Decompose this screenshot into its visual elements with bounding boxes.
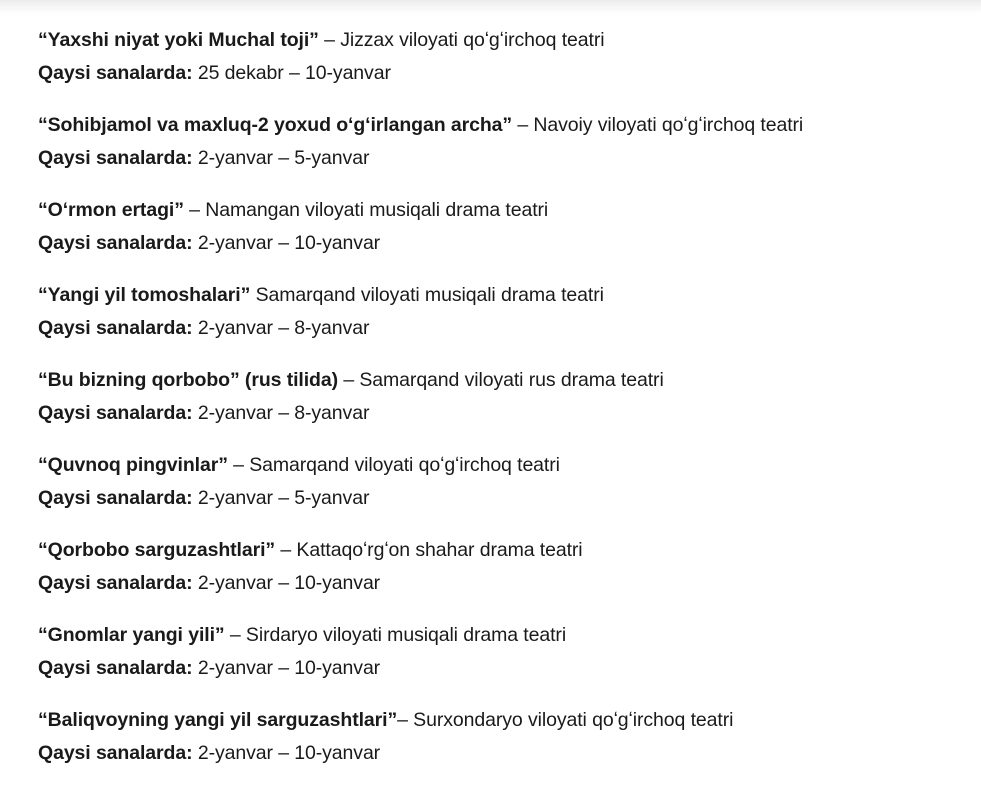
dates-line <box>38 142 968 175</box>
dates-value: 2-yanvar – 8-yanvar <box>192 402 370 424</box>
performance-venue: – Kattaqoʻrgʻon shahar drama teatri <box>275 539 583 561</box>
dates-label: Qaysi sanalarda: <box>38 147 193 169</box>
list-item <box>38 704 968 789</box>
performance-venue: – Samarqand viloyati qoʻgʻirchoq teatri <box>227 454 560 476</box>
dates-line <box>38 397 968 430</box>
dates-label: Qaysi sanalarda: <box>38 742 193 764</box>
list-item <box>38 364 968 449</box>
performance-title: “Yangi yil tomoshalari” <box>38 284 251 306</box>
list-item <box>38 194 968 279</box>
performance-venue: – Surxondaryo viloyati qoʻgʻirchoq teatri <box>397 709 734 731</box>
list-item <box>38 24 968 109</box>
performance-line <box>38 449 968 482</box>
dates-label: Qaysi sanalarda: <box>38 317 193 339</box>
performance-venue: Samarqand viloyati musiqali drama teatri <box>250 284 604 306</box>
dates-label: Qaysi sanalarda: <box>38 232 193 254</box>
dates-label: Qaysi sanalarda: <box>38 402 193 424</box>
performance-title: “Sohibjamol va maxluq-2 yoxud oʻgʻirlangan archa” <box>38 114 513 136</box>
list-item <box>38 109 968 194</box>
performance-title: “Baliqvoyning yangi yil sarguzashtlari” <box>38 709 398 731</box>
performance-line <box>38 619 968 652</box>
performance-venue: – Samarqand viloyati rus drama teatri <box>338 369 664 391</box>
list-item <box>38 279 968 364</box>
performance-title: “Qorbobo sarguzashtlari” <box>38 539 276 561</box>
performance-line <box>38 279 968 312</box>
dates-label: Qaysi sanalarda: <box>38 572 193 594</box>
performance-line <box>38 109 968 142</box>
performance-title: “Bu bizning qorbobo” (rus tilida) <box>38 369 338 391</box>
dates-value: 2-yanvar – 5-yanvar <box>192 487 370 509</box>
dates-value: 2-yanvar – 10-yanvar <box>192 232 381 254</box>
performance-title: “Oʻrmon ertagi” <box>38 199 184 221</box>
dates-line <box>38 312 968 345</box>
dates-line <box>38 482 968 515</box>
top-edge-shadow <box>0 0 981 14</box>
performance-line <box>38 364 968 397</box>
dates-line <box>38 567 968 600</box>
dates-line <box>38 227 968 260</box>
performance-line <box>38 194 968 227</box>
performance-line <box>38 534 968 567</box>
performance-line <box>38 704 968 737</box>
dates-line <box>38 652 968 685</box>
dates-line <box>38 57 968 90</box>
performance-list <box>38 24 968 789</box>
performance-venue: – Namangan viloyati musiqali drama teatri <box>183 199 549 221</box>
dates-label: Qaysi sanalarda: <box>38 657 193 679</box>
performance-title: “Quvnoq pingvinlar” <box>38 454 228 476</box>
performance-title: “Gnomlar yangi yili” <box>38 624 225 646</box>
dates-line <box>38 737 968 770</box>
dates-value: 25 dekabr – 10-yanvar <box>192 62 391 84</box>
performance-title: “Yaxshi niyat yoki Muchal toji” <box>38 29 319 51</box>
performance-venue: – Jizzax viloyati qoʻgʻirchoq teatri <box>318 29 605 51</box>
list-item <box>38 534 968 619</box>
performance-venue: – Sirdaryo viloyati musiqali drama teatri <box>224 624 567 646</box>
dates-value: 2-yanvar – 8-yanvar <box>192 317 370 339</box>
dates-value: 2-yanvar – 10-yanvar <box>192 657 381 679</box>
dates-value: 2-yanvar – 10-yanvar <box>192 742 381 764</box>
dates-label: Qaysi sanalarda: <box>38 487 193 509</box>
list-item <box>38 619 968 704</box>
dates-value: 2-yanvar – 10-yanvar <box>192 572 381 594</box>
list-item <box>38 449 968 534</box>
performance-line <box>38 24 968 57</box>
dates-label: Qaysi sanalarda: <box>38 62 193 84</box>
performance-venue: – Navoiy viloyati qoʻgʻirchoq teatri <box>512 114 804 136</box>
dates-value: 2-yanvar – 5-yanvar <box>192 147 370 169</box>
